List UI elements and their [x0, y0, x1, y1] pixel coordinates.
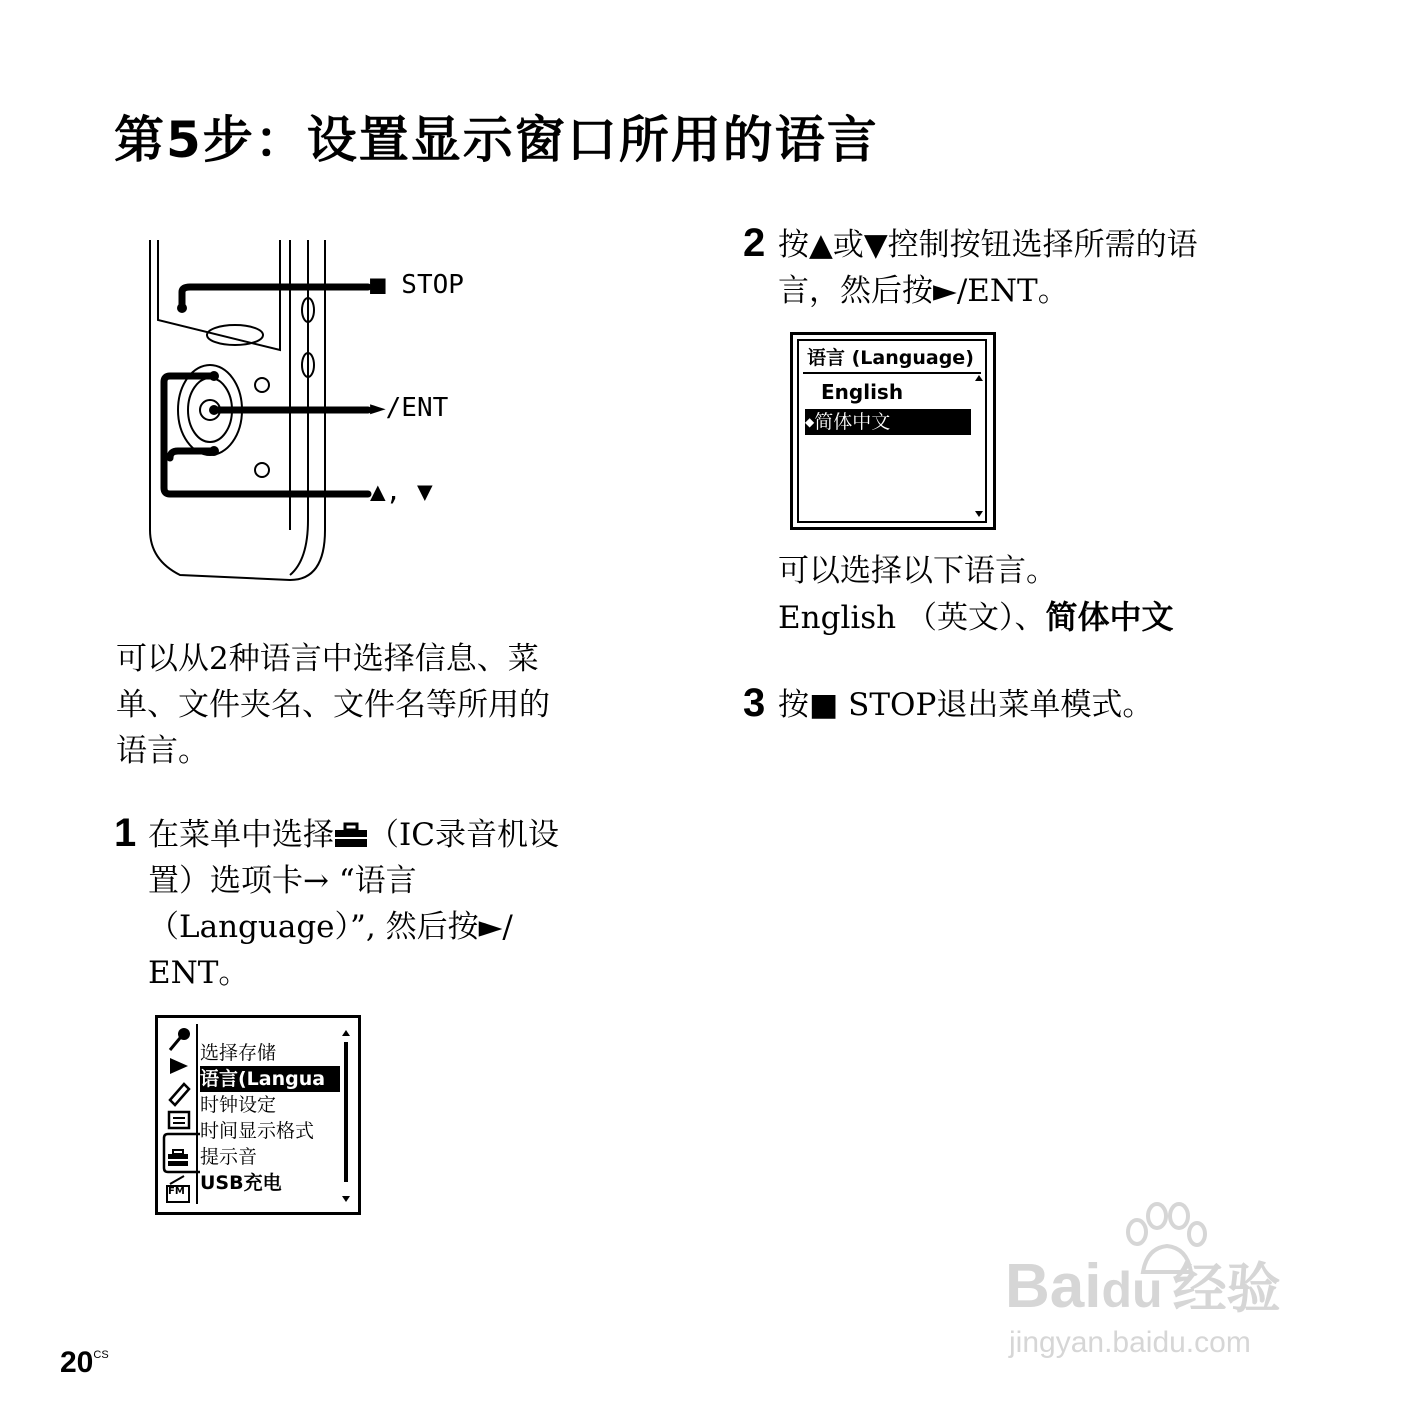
note-english: English （英文）、	[778, 600, 1046, 636]
language-option[interactable]: English	[821, 380, 904, 404]
menu-screen	[155, 1015, 361, 1215]
tab-icons	[164, 1026, 192, 1206]
ent-callout: ►/ENT	[370, 393, 449, 423]
selection-marker: ◆	[805, 415, 815, 429]
step-2-text	[778, 222, 1338, 314]
baidu-watermark	[1005, 1200, 1335, 1370]
fm-label: FM	[168, 1186, 185, 1197]
menu-item[interactable]: 选择存储	[200, 1042, 277, 1064]
step-2-note	[778, 548, 1338, 641]
step-2-number: 2	[743, 221, 766, 265]
watermark-brand: Bai	[1005, 1252, 1102, 1321]
intro-line: 可以从2种语言中选择信息、菜	[116, 641, 539, 677]
step-1-line: 在菜单中选择	[148, 817, 334, 853]
page-number-value: 20	[60, 1346, 94, 1379]
note-line: 可以选择以下语言。	[778, 553, 1057, 589]
step-3-number: 3	[743, 681, 766, 725]
step-1-line: （IC录音机设	[368, 817, 559, 853]
intro-line: 语言。	[116, 733, 209, 769]
menu-item[interactable]: USB充电	[200, 1172, 282, 1194]
step-1-line: ENT。	[148, 955, 250, 991]
step-1-text	[148, 812, 688, 996]
language-option-label: 简体中文	[814, 411, 891, 433]
edit-icon	[170, 1084, 189, 1105]
language-screen-header: 语言 (Language)	[807, 347, 974, 369]
language-screen	[790, 332, 996, 530]
intro-line: 单、文件夹名、文件名等所用的	[116, 687, 550, 723]
watermark-cn: 经验	[1172, 1257, 1281, 1320]
menu-item[interactable]: 时间显示格式	[200, 1120, 315, 1142]
menu-item[interactable]: 时钟设定	[200, 1094, 277, 1116]
page-title: 第5步：设置显示窗口所用的语言	[114, 111, 879, 169]
page-number-suffix: CS	[93, 1349, 109, 1361]
language-option-selected[interactable]	[805, 409, 971, 435]
language-scrollbar[interactable]	[974, 375, 984, 517]
page-number	[60, 1346, 109, 1380]
step-1-line: 置）选项卡→ “语言	[148, 863, 417, 899]
step-2-line: 按▲或▼控制按钮选择所需的语	[778, 227, 1198, 263]
step-2-line: 言，然后按►/ENT。	[778, 273, 1069, 309]
toolbox-icon	[334, 822, 368, 848]
note-chinese: 简体中文	[1045, 598, 1174, 636]
display-icon	[169, 1112, 189, 1128]
microphone-icon	[170, 1028, 190, 1050]
watermark-url: jingyan.baidu.com	[1009, 1326, 1251, 1359]
watermark-brand-du: du	[1101, 1262, 1163, 1318]
step-3-text: 按■ STOP退出菜单模式。	[778, 687, 1154, 723]
step-1-number: 1	[114, 811, 137, 855]
up-down-callout: ▲, ▼	[370, 477, 433, 507]
stop-callout: ■ STOP	[370, 270, 464, 300]
menu-scrollbar[interactable]	[341, 1030, 351, 1202]
menu-item[interactable]: 提示音	[200, 1146, 258, 1168]
intro-paragraph	[116, 636, 676, 774]
step-1-line: （Language）”, 然后按►/	[148, 909, 513, 945]
menu-list	[200, 1040, 340, 1196]
play-icon	[170, 1058, 188, 1074]
menu-item-selected[interactable]: 语言(Langua	[200, 1066, 340, 1092]
